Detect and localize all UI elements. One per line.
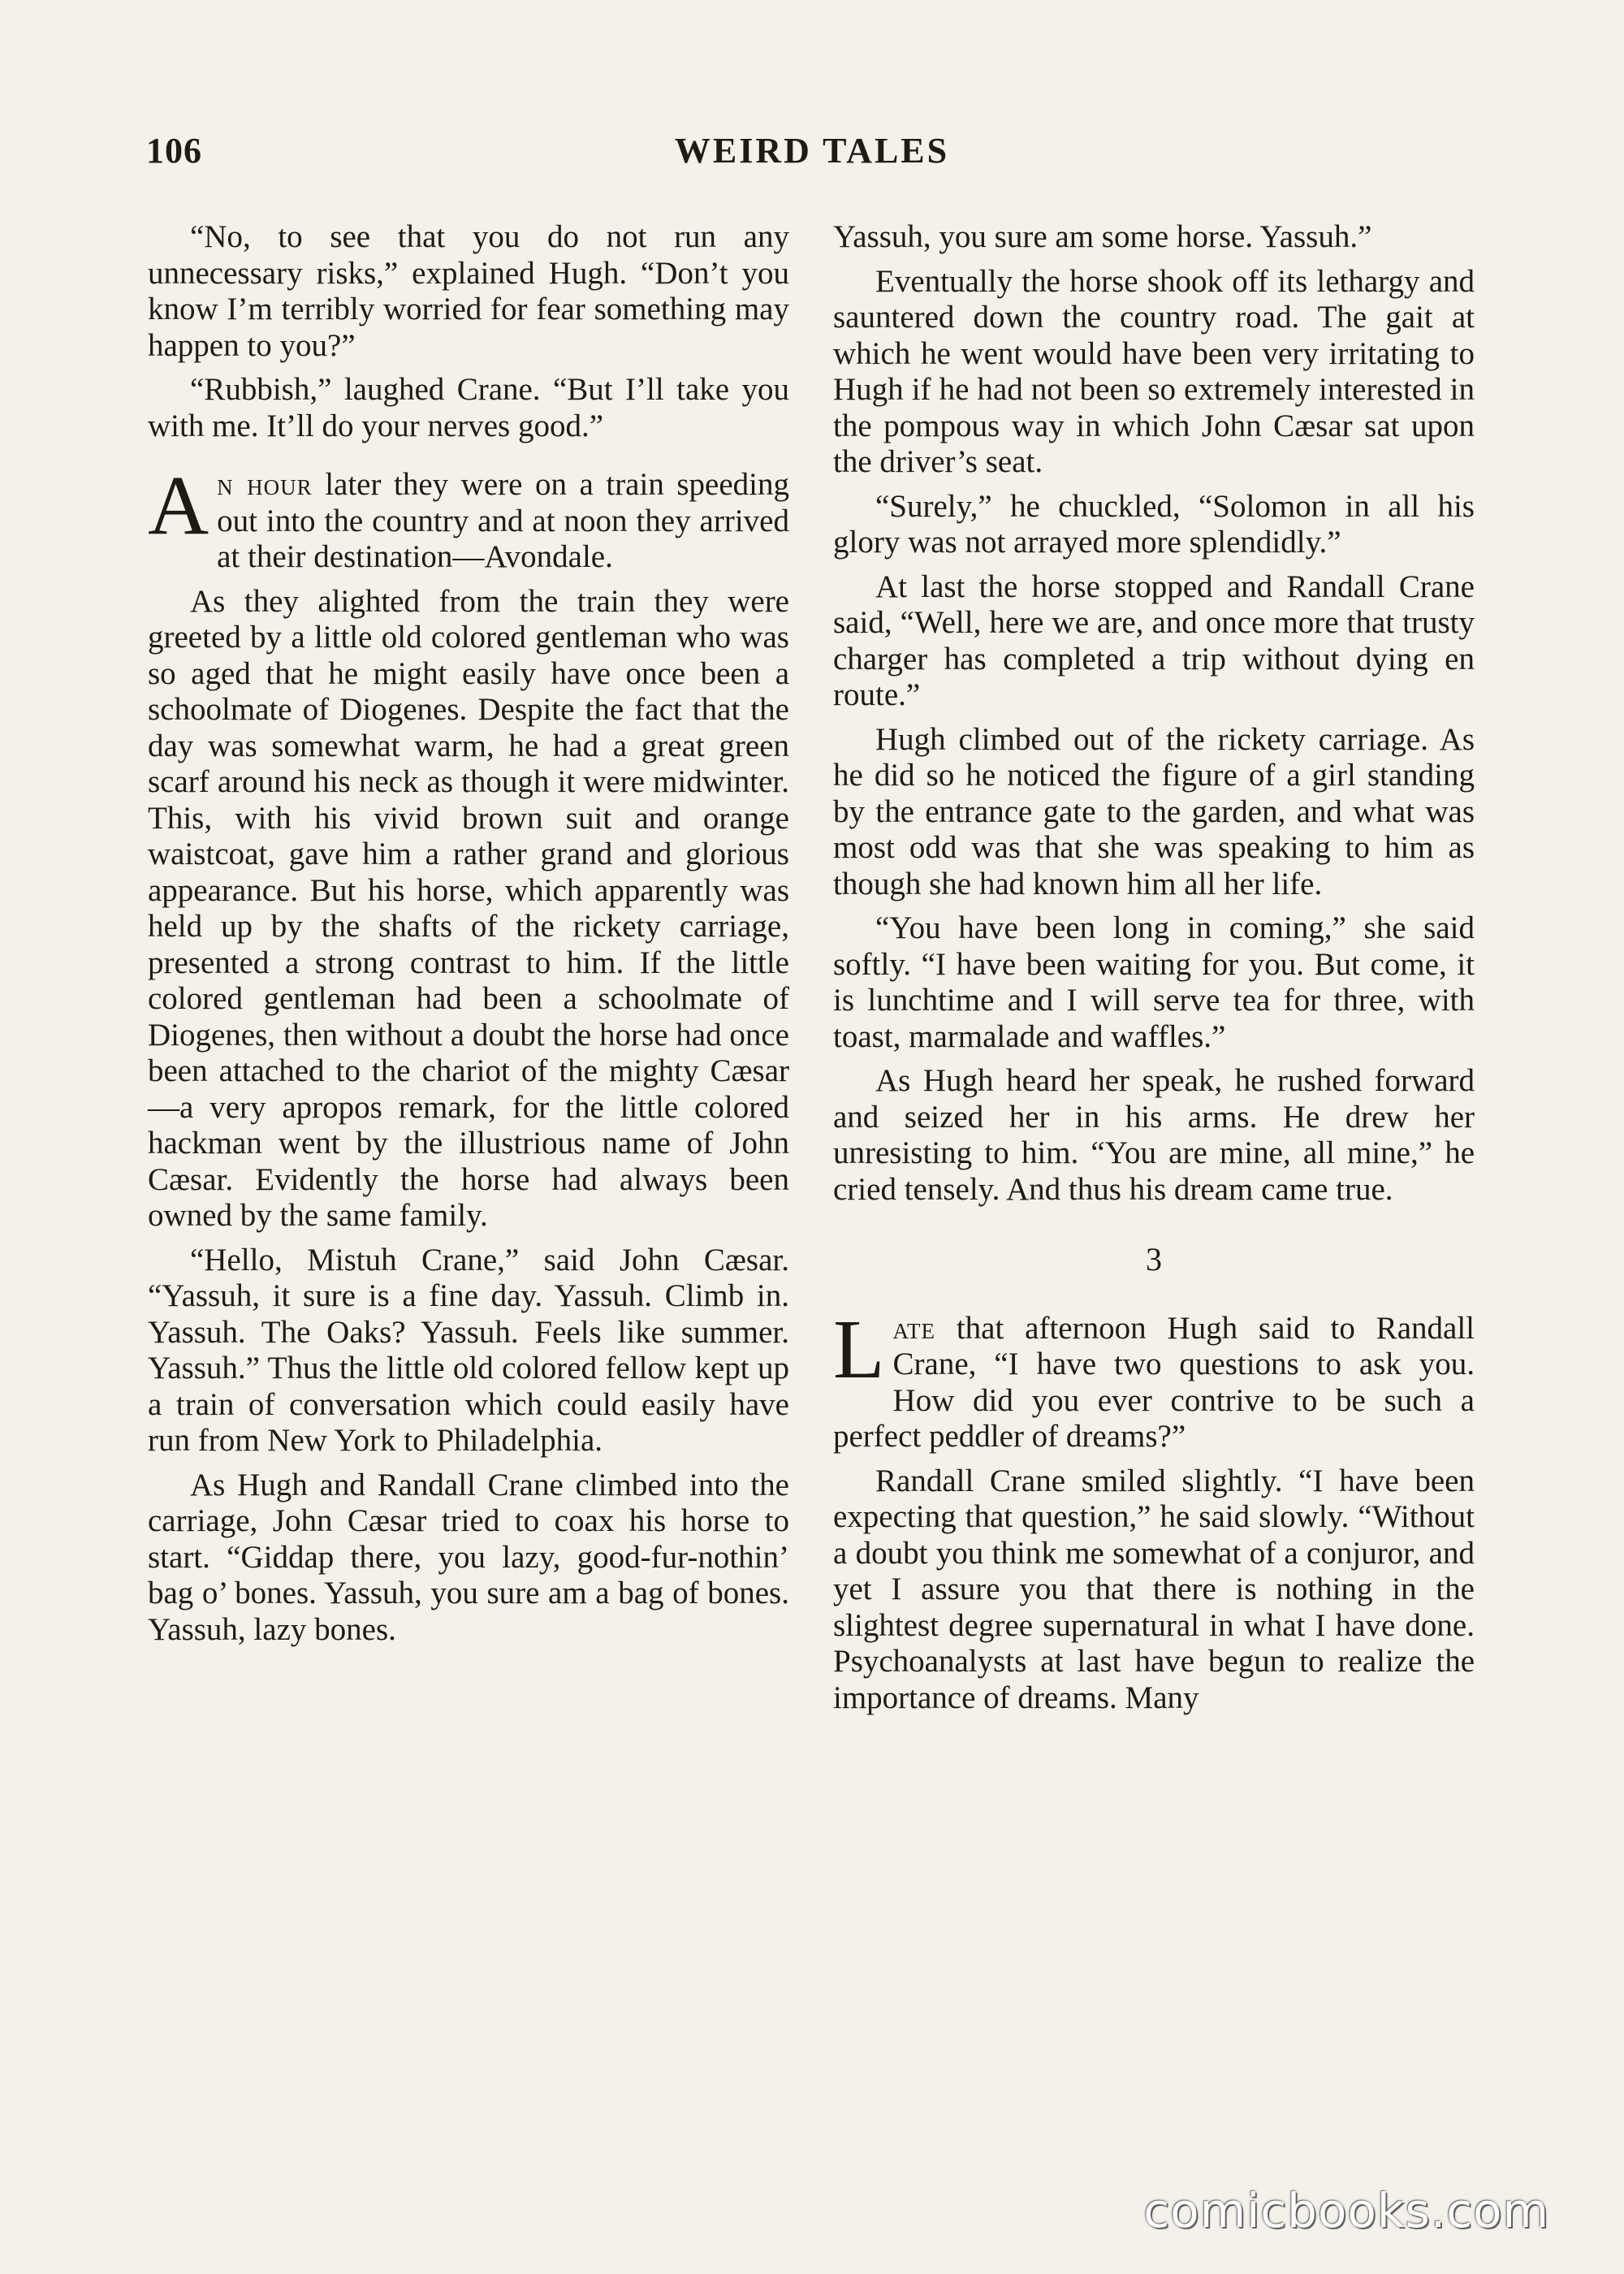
paragraph: “You have been long in coming,” she said softly. “I have been waiting for you. But come, it is lunchtime and I will serve tea for three, with toast, marmalade and waffles.” xyxy=(833,910,1475,1054)
right-column xyxy=(833,219,1475,1724)
paragraph: Eventually the horse shook off its lethargy and sauntered down the country road. The gait at which he went would have been very irritating to Hugh if he had not been so extremely interested in the pompous way in which John Cæsar sat upon the driver’s seat. xyxy=(833,263,1475,479)
section-number: 3 xyxy=(1146,1241,1162,1278)
small-caps-lead: ate xyxy=(892,1310,936,1346)
left-column xyxy=(148,219,789,1656)
paragraph-with-drop-cap xyxy=(833,1302,1475,1455)
paragraph: “No, to see that you do not run any unnecessary risks,” explained Hugh. “Don’t you know I’m terribly worried for fear something may happen to you?” xyxy=(148,219,789,363)
small-caps-lead: n hour xyxy=(217,467,313,502)
paragraph: As Hugh heard her speak, he rushed forward and seized her in his arms. He drew her unresisting to him. “You are mine, all mine,” he cried tensely. And thus his dream came true. xyxy=(833,1063,1475,1207)
paragraph: “Hello, Mistuh Crane,” said John Cæsar. “Yassuh, it sure is a fine day. Yassuh. Climb in. Yassuh. The Oaks? Yassuh. Feels like summer. Yassuh.” Thus the little old colored fellow kept up a train of conversation which could easily have run from New York to Philadelphia. xyxy=(148,1242,789,1458)
drop-cap: L xyxy=(833,1302,885,1396)
paragraph: As Hugh and Randall Crane climbed into the carriage, John Cæsar tried to coax his horse to start. “Giddap there, you lazy, good-fur-nothin’ bag o’ bones. Yassuh, you sure am a bag of bones. Yassuh, lazy bones. xyxy=(148,1467,789,1647)
paragraph: “Surely,” he chuckled, “Solomon in all his glory was not arrayed more splendidly.” xyxy=(833,488,1475,560)
drop-cap: A xyxy=(148,459,209,552)
paragraph: As they alighted from the train they were greeted by a little old colored gentleman who was so aged that he might easily have once been a schoolmate of Diogenes. Despite the fact that the day was somewhat warm, he had a great green scarf around his neck as though it were midwinter. This, with his vivid brown suit and orange waistcoat, gave him a rather grand and glorious appearance. But his horse, which apparently was held up by the shafts of the rickety carriage, presented a strong contrast to him. If the little colored gentleman had been a schoolmate of Diogenes, then without a doubt the horse had once been attached to the chariot of the mighty Cæsar—a very apropos remark, for the little colored hackman went by the illustrious name of John Cæsar. Evidently the horse had always been owned by the same family. xyxy=(148,583,789,1233)
watermark-logo: comicbooks.com xyxy=(1143,2183,1549,2238)
paragraph: “Rubbish,” laughed Crane. “But I’ll take you with me. It’ll do your nerves good.” xyxy=(148,372,789,443)
paragraph-text: that afternoon Hugh said to Randall Crane, “I have two questions to ask you. How did you ever contrive to be such a perfect peddler of dreams?” xyxy=(833,1310,1475,1454)
page-number: 106 xyxy=(146,131,202,171)
page-header xyxy=(146,130,1478,179)
magazine-title: WEIRD TALES xyxy=(674,131,950,171)
paragraph: Hugh climbed out of the rickety carriage. As he did so he noticed the figure of a girl standing by the entrance gate to the garden, and what was most odd was that she was speaking to him as though she had known him all her life. xyxy=(833,721,1475,901)
paragraph: Yassuh, you sure am some horse. Yassuh.” xyxy=(833,219,1372,254)
paragraph-with-drop-cap xyxy=(148,459,789,576)
paragraph-text: later they were on a train speeding out into the country and at noon they arrived at their destination—Avondale. xyxy=(217,467,789,574)
paragraph: At last the horse stopped and Randall Crane said, “Well, here we are, and once more that trusty charger has completed a trip without dying en route.” xyxy=(833,568,1475,712)
paragraph: Randall Crane smiled slightly. “I have been expecting that question,” he said slowly. “Without a doubt you think me somewhat of a conjuror, and yet I assure you that there is nothing in the slightest degree supernatural in what I have done. Psychoanalysts at last have begun to realize the importance of dreams. Many xyxy=(833,1463,1475,1715)
